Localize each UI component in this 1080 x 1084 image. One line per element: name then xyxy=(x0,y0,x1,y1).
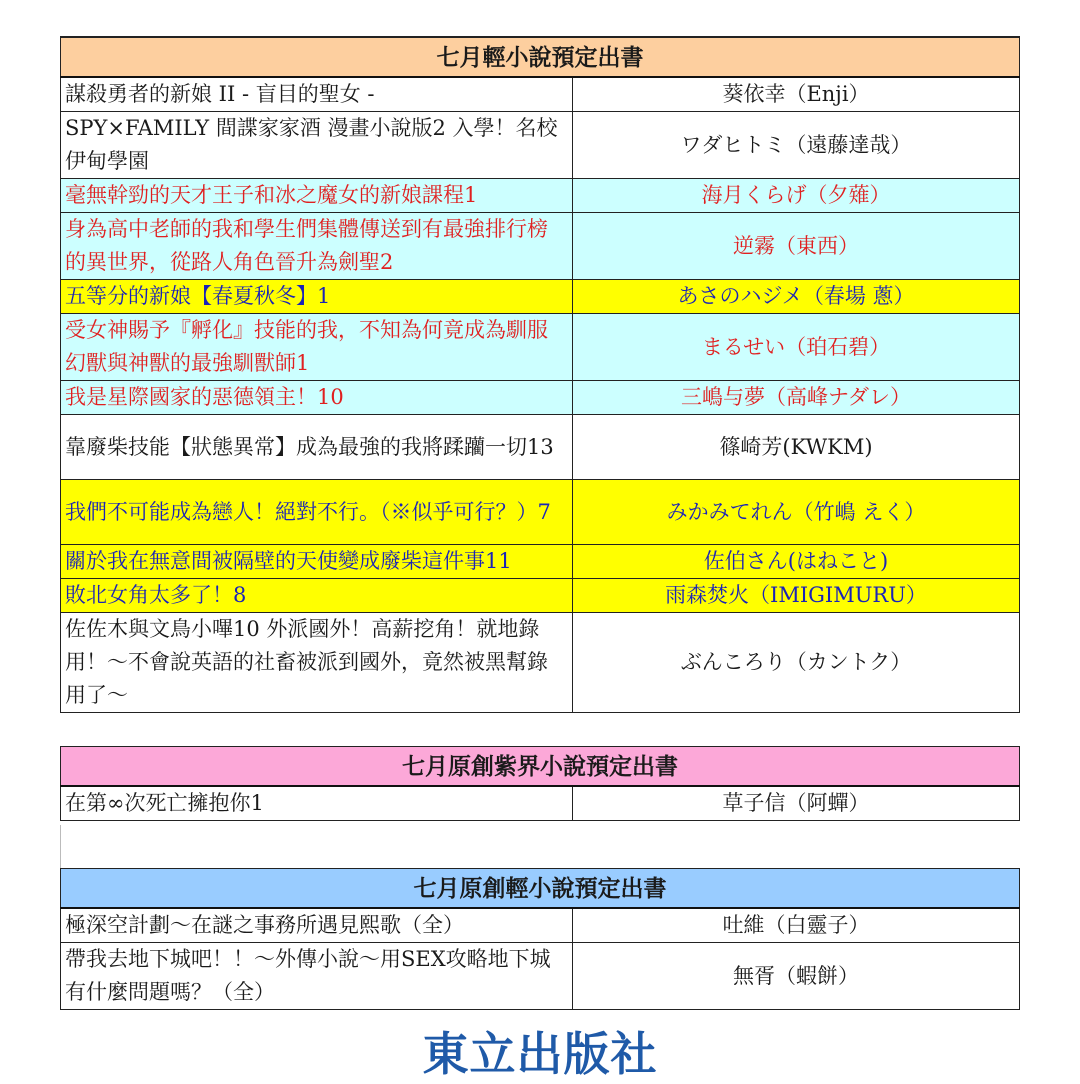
table-row xyxy=(61,480,1020,545)
table-row xyxy=(61,381,1020,415)
book-title: 極深空計劃～在謎之事務所遇見熙歌（全） xyxy=(61,908,573,943)
publisher-logo: 東立出版社 xyxy=(422,1027,658,1081)
table-row xyxy=(61,77,1020,112)
book-title: 身為高中老師的我和學生們集體傳送到有最強排行榜的異世界，從路人角色晉升為劍聖2 xyxy=(61,213,573,280)
book-author: 吐維（白靈子） xyxy=(573,908,1020,943)
section-spacer xyxy=(60,825,1019,868)
book-title: 毫無幹勁的天才王子和冰之魔女的新娘課程1 xyxy=(61,179,573,213)
book-author: ぶんころり（カントク） xyxy=(573,613,1020,713)
book-title: 在第∞次死亡擁抱你1 xyxy=(61,786,573,821)
book-author: ワダヒトミ（遠藤達哉） xyxy=(573,112,1020,179)
light-novel-schedule-table xyxy=(60,36,1020,713)
table-row xyxy=(61,613,1020,713)
table-row xyxy=(61,280,1020,314)
table-row xyxy=(61,579,1020,613)
book-title: 關於我在無意間被隔壁的天使變成廢柴這件事11 xyxy=(61,545,573,579)
table-row xyxy=(61,112,1020,179)
table-row xyxy=(61,179,1020,213)
book-title: 靠廢柴技能【狀態異常】成為最強的我將蹂躪一切13 xyxy=(61,415,573,480)
book-author: あさのハジメ（春場 蔥） xyxy=(573,280,1020,314)
book-author: 海月くらげ（夕薙） xyxy=(573,179,1020,213)
book-title: 我是星際國家的惡德領主！10 xyxy=(61,381,573,415)
book-title: 帶我去地下城吧！！～外傳小說～用SEX攻略地下城有什麼問題嗎？（全） xyxy=(61,943,573,1010)
original-purple-novel-table xyxy=(60,746,1020,821)
book-author: 逆霧（東西） xyxy=(573,213,1020,280)
book-title: 五等分的新娘【春夏秋冬】1 xyxy=(61,280,573,314)
section-heading: 七月原創紫界小說預定出書 xyxy=(61,747,1020,787)
book-author: みかみてれん（竹嶋 えく） xyxy=(573,480,1020,545)
section-heading: 七月原創輕小說預定出書 xyxy=(61,869,1020,909)
table-row xyxy=(61,415,1020,480)
book-title: 謀殺勇者的新娘 II - 盲目的聖女 - xyxy=(61,77,573,112)
book-title: 受女神賜予『孵化』技能的我，不知為何竟成為馴服幻獸與神獸的最強馴獸師1 xyxy=(61,314,573,381)
table-row xyxy=(61,943,1020,1010)
table-row xyxy=(61,213,1020,280)
book-author: 三嶋与夢（高峰ナダレ） xyxy=(573,381,1020,415)
book-author: 雨森焚火（IMIGIMURU） xyxy=(573,579,1020,613)
table-row xyxy=(61,786,1020,821)
book-author: まるせい（珀石碧） xyxy=(573,314,1020,381)
book-title: SPY×FAMILY 間諜家家酒 漫畫小說版2 入學！名校伊甸學園 xyxy=(61,112,573,179)
book-author: 篠崎芳(KWKM) xyxy=(573,415,1020,480)
book-author: 無胥（蝦餅） xyxy=(573,943,1020,1010)
book-author: 草子信（阿蟬） xyxy=(573,786,1020,821)
table-row xyxy=(61,545,1020,579)
book-title: 敗北女角太多了！8 xyxy=(61,579,573,613)
book-title: 佐佐木與文鳥小嗶10 外派國外！高薪挖角！就地錄用！～不會說英語的社畜被派到國外，竟然被黑幫錄用了～ xyxy=(61,613,573,713)
table-row xyxy=(61,314,1020,381)
section-heading: 七月輕小說預定出書 xyxy=(61,37,1020,77)
book-author: 葵依幸（Enji） xyxy=(573,77,1020,112)
original-light-novel-table xyxy=(60,868,1020,1010)
book-author: 佐伯さん(はねこと) xyxy=(573,545,1020,579)
book-title: 我們不可能成為戀人！絕對不行。（※似乎可行？）7 xyxy=(61,480,573,545)
table-row xyxy=(61,908,1020,943)
